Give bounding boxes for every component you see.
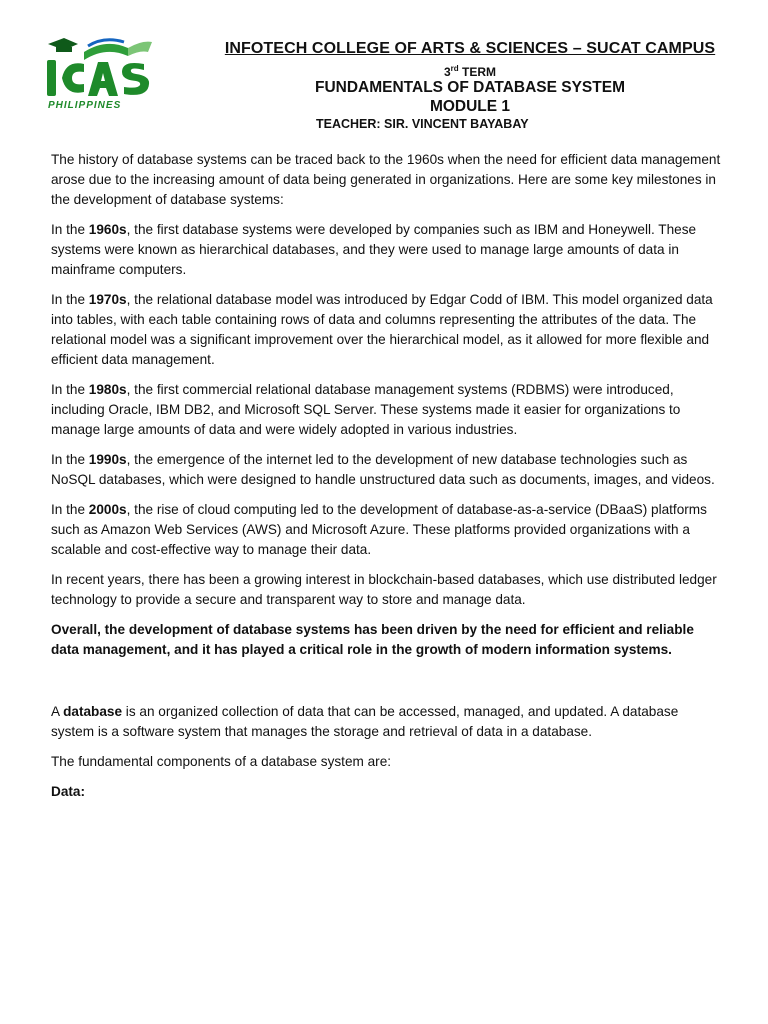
section-gap [51,670,723,702]
data-heading: Data: [51,784,85,799]
year-1990s: 1990s [88,452,127,467]
milestone-1970s: In the 1970s, the relational database model was introduced by Edgar Codd of IBM. This model organized data into tables, with each table containing rows of data and columns representing the attributes of the data. The relational model was a significant improvement over the hierarchical model, as it allowed for more flexible and efficient data management. [51,292,713,367]
overall-summary: Overall, the development of database systems has been driven by the need for efficient and reliable data management, and it has played a critical role in the growth of modern information systems. [51,622,694,657]
term-database: database [63,704,123,719]
term-line [190,64,750,79]
teacher-name: TEACHER: SIR. VINCENT BAYABAY [316,117,529,131]
milestone-2000s: In the 2000s, the rise of cloud computing led to the development of database-as-a-service (DBaaS) platforms such as Amazon Web Services (AWS) and Microsoft Azure. These platforms provided organizations with a scalable and cost-effective way to manage their data. [51,502,707,557]
document-body [51,150,723,812]
logo-subtext: PHILIPPINES [48,100,122,111]
school-logo [44,34,164,114]
database-definition: A database is an organized collection of data that can be accessed, managed, and updated. A database system is a software system that manages the storage and retrieval of data in a database. [51,704,679,739]
term-word: TERM [458,65,497,79]
module-title: MODULE 1 [429,98,511,115]
year-1960s: 1960s [88,222,127,237]
year-1970s: 1970s [88,292,127,307]
components-intro: The fundamental components of a database system are: [51,754,392,769]
term-suffix: rd [450,64,459,73]
recent-paragraph: In recent years, there has been a growing interest in blockchain-based databases, which use distributed ledger technology to provide a secure and transparent way to store and manage data. [51,572,717,607]
term-number: 3 [443,65,451,79]
milestone-1960s: In the 1960s, the first database systems were developed by companies such as IBM and Honeywell. These systems were known as hierarchical databases, and they were used to manage large amounts of data in mainframe computers. [51,222,697,277]
intro-paragraph: The history of database systems can be traced back to the 1960s when the need for efficient data management arose due to the increasing amount of data being generated in organizations. Here are some key milestones in the development of database systems: [51,152,721,207]
document-header [190,40,750,116]
milestone-1980s: In the 1980s, the first commercial relational database management systems (RDBMS) were introduced, including Oracle, IBM DB2, and Microsoft SQL Server. These systems made it easier for organizations to manage large amounts of data and were widely adopted in various industries. [51,382,681,437]
icas-logo-graphic [44,34,164,114]
school-name: INFOTECH COLLEGE OF ARTS & SCIENCES – SUCAT CAMPUS [224,40,716,57]
milestone-1990s: In the 1990s, the emergence of the internet led to the development of new database technologies such as NoSQL databases, which were designed to handle unstructured data such as documents, images, and videos. [51,452,715,487]
course-title: FUNDAMENTALS OF DATABASE SYSTEM [315,79,625,96]
year-2000s: 2000s [88,502,127,517]
year-1980s: 1980s [88,382,127,397]
